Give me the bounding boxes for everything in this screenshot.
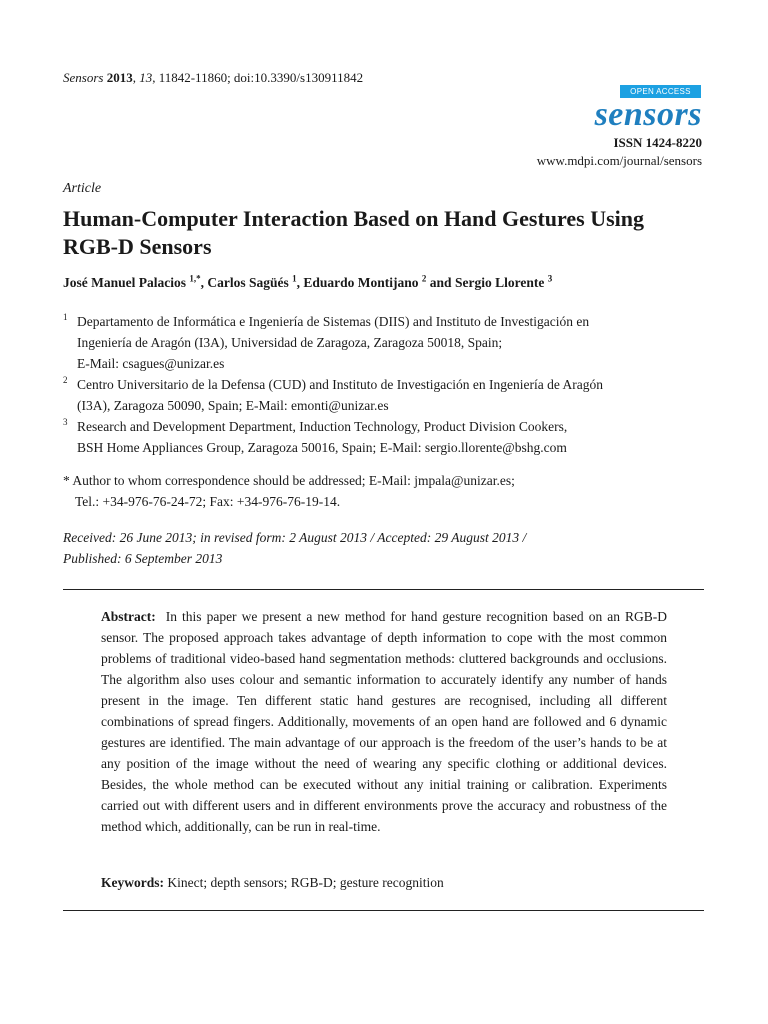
issn: ISSN 1424-8220 — [613, 135, 702, 150]
citation-line: Sensors 2013, 13, 11842-11860; doi:10.3390/s130911842 — [63, 70, 364, 85]
journal-logo: sensors — [594, 96, 702, 133]
author-name: José Manuel Palacios — [63, 275, 186, 290]
affiliation-line: BSH Home Appliances Group, Zaragoza 50016, Spain; E-Mail: sergio.llorente@bshg.com — [77, 440, 567, 455]
citation-journal: Sensors — [63, 70, 104, 85]
divider-top — [63, 589, 704, 590]
affiliation-line: Departamento de Informática e Ingeniería de Sistemas (DIIS) and Instituto de Investigación en — [77, 314, 590, 329]
article-type: Article — [63, 181, 102, 196]
keywords — [101, 872, 667, 893]
correspondence-line: * Author to whom correspondence should be addressed; E-Mail: jmpala@unizar.es; — [63, 473, 515, 488]
citation-pages-doi: , 11842-11860; doi:10.3390/s130911842 — [152, 70, 364, 85]
keywords-label: Keywords: — [101, 875, 164, 890]
author-affil-marker: 3 — [547, 273, 553, 284]
author-name: Sergio Llorente — [454, 275, 545, 290]
affiliation-line: (I3A), Zaragoza 50090, Spain; E-Mail: emonti@unizar.es — [77, 398, 389, 413]
abstract-label: Abstract: — [101, 609, 156, 624]
author-name: Eduardo Montijano — [303, 275, 419, 290]
author-name: Carlos Sagüés — [207, 275, 289, 290]
journal-url[interactable]: www.mdpi.com/journal/sensors — [536, 153, 702, 168]
affiliation-item — [63, 416, 713, 458]
publication-dates — [63, 527, 713, 569]
affiliation-number: 2 — [63, 375, 68, 385]
author-affil-marker: 1,* — [189, 273, 201, 284]
affiliation-number: 1 — [63, 312, 68, 322]
keywords-text: Kinect; depth sensors; RGB-D; gesture recognition — [167, 875, 444, 890]
abstract — [101, 606, 667, 837]
affiliation-line: Centro Universitario de la Defensa (CUD) and Instituto de Investigación en Ingeniería de Aragón — [77, 377, 603, 392]
open-access-badge: OPEN ACCESS — [620, 85, 701, 98]
correspondence-contact: Tel.: +34-976-76-24-72; Fax: +34-976-76-19-14. — [75, 494, 341, 509]
affiliation-email: E-Mail: csagues@unizar.es — [77, 356, 225, 371]
affiliation-number: 3 — [63, 417, 68, 427]
author-list: José Manuel Palacios $^{1,*}$, Carlos Sagüés $^1$, Eduardo Montijano $^2$ and Sergio Llorente $^3$ — [63, 273, 553, 290]
dates-line: Received: 26 June 2013; in revised form: 2 August 2013 / Accepted: 29 August 2013 / — [63, 530, 527, 545]
dates-line: Published: 6 September 2013 — [63, 551, 223, 566]
citation-volume: 13 — [139, 70, 153, 85]
affiliation-line: Research and Development Department, Induction Technology, Product Division Cookers, — [77, 419, 568, 434]
author-affil-marker: 1 — [292, 273, 297, 284]
author-affil-marker: 2 — [421, 273, 427, 284]
affiliation-line: Ingeniería de Aragón (I3A), Universidad de Zaragoza, Zaragoza 50018, Spain; — [77, 335, 503, 350]
divider-bottom — [63, 910, 704, 911]
abstract-text: In this paper we present a new method for hand gesture recognition based on an RGB-D sensor. The proposed approach takes advantage of depth information to cope with the most common problems of traditional video-based hand segmentation methods: cluttered backgrounds and occlusions. The algorithm also uses colour and semantic information to accurately identify any number of hands present in the image. Ten different static hand gestures are recognised, including all different combinations of spread fingers. Additionally, movements of an open hand are followed and 6 dynamic gestures are identified. The main advantage of our approach is the freedom of the user’s hands to be at any position of the image without the need of wearing any specific clothing or additional devices. Besides, the whole method can be executed without any initial training or calibration. Experiments carried out with different users and in different environments prove the accuracy and robustness of the method which, additionally, can be run in real-time. — [101, 609, 667, 834]
correspondence-note — [63, 470, 713, 512]
affiliations — [63, 311, 713, 458]
affiliation-item — [63, 311, 713, 374]
citation-year: 2013 — [106, 70, 133, 85]
paper-title: Human-Computer Interaction Based on Hand Gestures Using RGB-D Sensors — [63, 206, 645, 259]
affiliation-item — [63, 374, 713, 416]
